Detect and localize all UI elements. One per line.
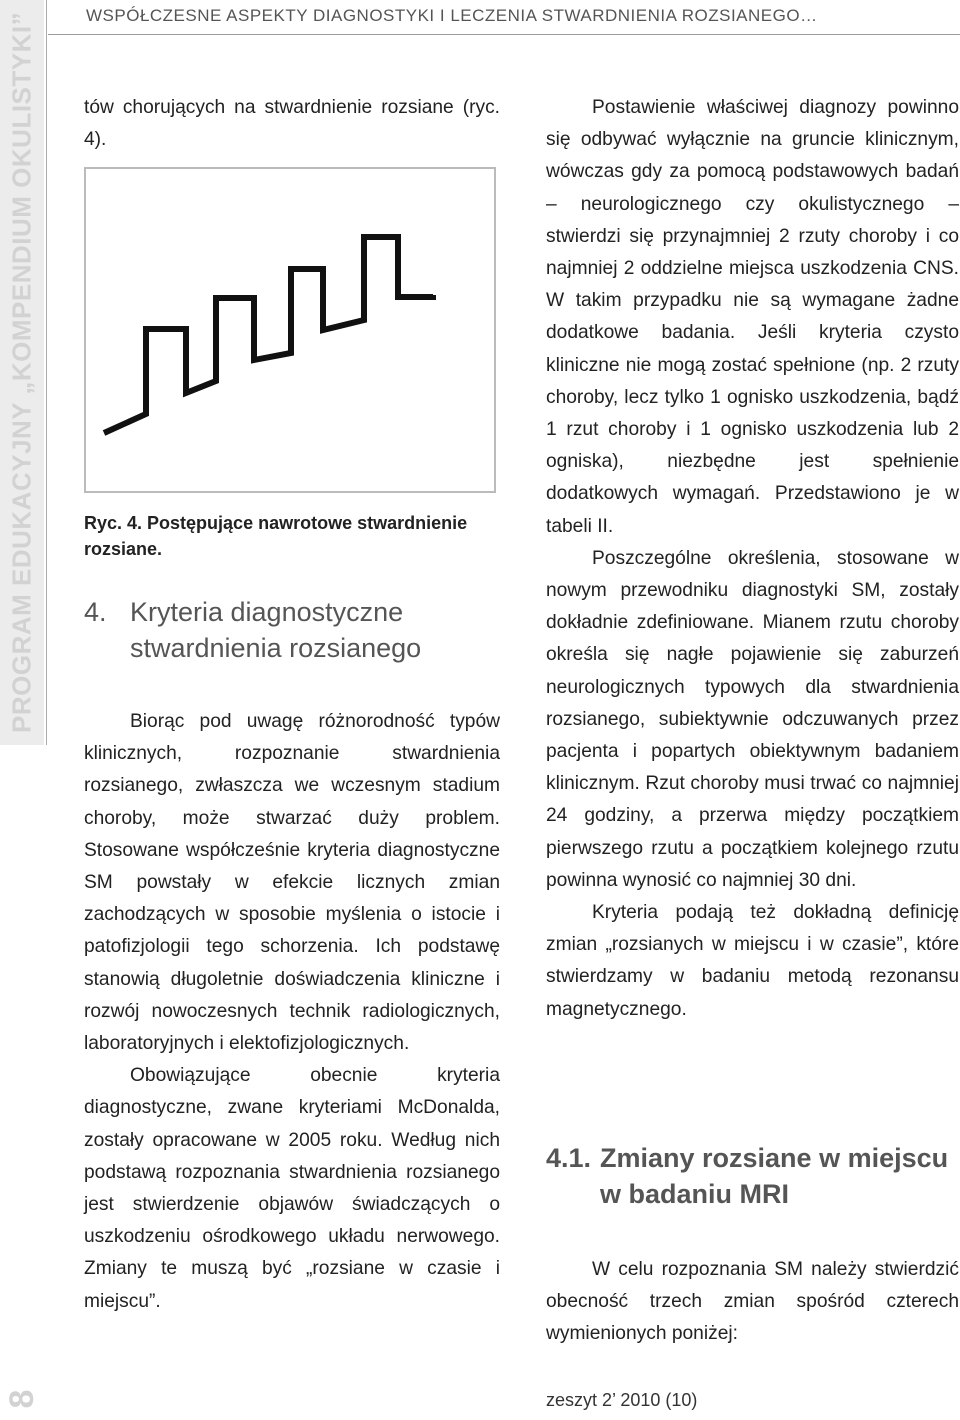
footer-issue: zeszyt 2’ 2010 (10)	[546, 1390, 698, 1410]
right-paragraph-3: Kryteria podają też dokładną definicję zmian „rozsianych w miejscu i w czasie”, które stwierdzamy w badaniu metodą rezonansu magnetycznego.	[546, 902, 959, 1020]
side-divider	[46, 0, 47, 745]
section-heading-4	[84, 594, 504, 666]
right-paragraph-1: Postawienie właściwej diagnozy powinno się odbywać wyłącznie na gruncie klinicznym, wówczas gdy za pomocą podstawowych badań – neurologicznego czy okulistycznego – stwierdzi się przynajmniej 2 rzuty choroby i co najmniej 2 oddzielne miejsca uszkodzenia CNS. W takim przypadku nie są wymagane żadne dodatkowe badania. Jeśli kryteria czysto kliniczne nie mogą zostać spełnione (np. 2 rzuty choroby, lecz tylko 1 ognisko uszkodzenia, bądź 1 rzut choroby i 1 ognisko uszkodzenia lub 2 ogniska), niezbędne jest spełnienie dodatkowych wymagań. Przedstawiono je w tabeli II.	[546, 97, 959, 537]
right-column-body	[546, 92, 959, 1026]
subsection-title-line2: w badaniu MRI	[600, 1179, 789, 1209]
intro-text: tów chorujących na stwardnienie rozsiane (ryc. 4).	[84, 97, 500, 151]
left-column-body	[84, 706, 500, 1318]
running-head: WSPÓŁCZESNE ASPEKTY DIAGNOSTYKI I LECZENIA STWARDNIENIA ROZSIANEGO…	[86, 6, 818, 25]
figure-caption: Ryc. 4. Postępujące nawrotowe stwardnienie rozsiane.	[84, 513, 468, 559]
right-column-subsection-body	[546, 1254, 959, 1351]
subsection-title-line1: Zmiany rozsiane w miejscu	[600, 1143, 949, 1173]
figure-ryc-4	[84, 167, 496, 493]
left-paragraph-1: Biorąc pod uwagę różnorodność typów klinicznych, rozpoznanie stwardnienia rozsianego, zwłaszcza we wczesnym stadium choroby, może stwarzać duży problem. Stosowane współcześnie kryteria diagnostyczne SM powstały w efekcie licznych zmian zachodzących w sposobie myślenia o istocie i patofizjologii tego schorzenia. Ich podstawę stanowią długoletnie doświadczenia kliniczne i rozwój nowoczesnych technik radiologicznych, laboratoryjnych i elektofizjologicznych.	[84, 711, 500, 1055]
right-paragraph-2: Poszczególne określenia, stosowane w nowym przewodniku diagnostyki SM, zostały dokładnie zdefiniowane. Mianem rzutu choroby określa się nagłe pojawienie się zaburzeń neurologicznych typowych dla stwardnienia rozsianego, subiektywnie odczuwanych przez pacjenta i popartych obiektywnym badaniem klinicznym. Rzut choroby musi trwać co najmniej 24 godziny, a przerwa między początkiem pierwszego rzutu a początkiem kolejnego rzutu powinna wynosić co najmniej 30 dni.	[546, 547, 959, 891]
subsection-heading-4-1	[546, 1140, 960, 1212]
left-column-intro	[84, 92, 500, 156]
section-number: 4.	[84, 597, 107, 627]
left-paragraph-2: Obowiązujące obecnie kryteria diagnostyczne, zwane kryteriami McDonalda, zostały opracowane w 2005 roku. Według nich podstawą rozpoznania stwardnienia rozsianego jest stwierdzenie objawów świadczących o uszkodzeniu ośrodkowego układu nerwowego. Zmiany te muszą być „rozsiane w czasie i miejscu”.	[84, 1065, 500, 1312]
page-number: 8	[2, 1389, 41, 1409]
subsection-number: 4.1.	[546, 1143, 592, 1173]
section-title-line1: Kryteria diagnostyczne	[130, 597, 404, 627]
header-divider	[48, 34, 960, 35]
side-program-title: PROGRAM EDUKACYJNY „KOMPENDIUM OKULISTYKI”	[6, 11, 37, 733]
relapsing-progressive-course-diagram	[86, 169, 494, 491]
disease-course-line	[104, 237, 433, 433]
right-paragraph-4: W celu rozpoznania SM należy stwierdzić obecność trzech zmian spośród czterech wymienionych poniżej:	[546, 1259, 959, 1345]
section-title-line2: stwardnienia rozsianego	[130, 633, 422, 663]
